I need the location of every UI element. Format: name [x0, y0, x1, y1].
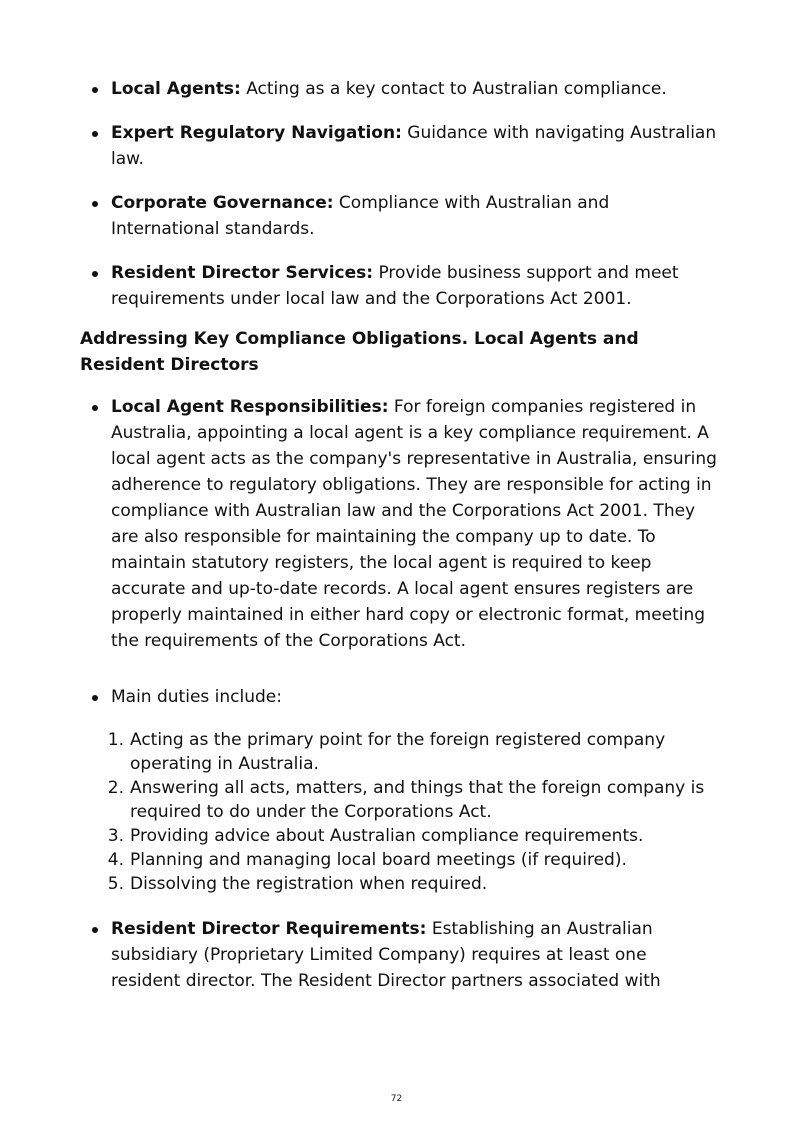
bullet-term: Resident Director Requirements:	[111, 919, 427, 939]
list-item-corporate-governance	[80, 190, 720, 242]
list-item-resident-director-services	[80, 260, 720, 312]
list-item-local-agents	[80, 76, 720, 102]
duty-number: 2.	[107, 778, 124, 798]
bullet-text: Acting as a key contact to Australian compliance.	[240, 79, 667, 99]
bullet-text: Guidance with navigating Australian law.	[111, 123, 717, 169]
duty-item	[107, 728, 720, 776]
duty-text: Answering all acts, matters, and things that the foreign company is required to do under the Corporations Act.	[130, 778, 705, 822]
duty-text: Planning and managing local board meetings (if required).	[130, 850, 627, 870]
duties-list	[80, 728, 720, 896]
duty-item	[107, 776, 720, 824]
list-item-regulatory-navigation	[80, 120, 720, 172]
duty-number: 3.	[107, 826, 124, 846]
duty-item	[107, 824, 720, 848]
bullet-text: Provide business support and meet requirements under local law and the Corporations Act 2001.	[111, 263, 679, 309]
bullet-term: Corporate Governance:	[111, 193, 334, 213]
duty-text: Providing advice about Australian compliance requirements.	[130, 826, 644, 846]
requirements-list	[80, 916, 720, 994]
duty-number: 1.	[107, 730, 124, 750]
list-item-main-duties	[80, 684, 720, 710]
bullet-term: Resident Director Services:	[111, 263, 374, 283]
duty-text: Acting as the primary point for the foreign registered company operating in Australia.	[130, 730, 666, 774]
duty-number: 5.	[107, 874, 124, 894]
duty-item	[107, 872, 720, 896]
duty-item	[107, 848, 720, 872]
bullet-text: Compliance with Australian and International standards.	[111, 193, 610, 239]
page-content	[80, 76, 720, 994]
list-item-local-agent-responsibilities	[80, 394, 720, 654]
duty-number: 4.	[107, 850, 124, 870]
services-list	[80, 76, 720, 312]
bullet-text: Establishing an Australian subsidiary (Proprietary Limited Company) requires at least one resident director. The Resident Director partners associated with	[111, 919, 661, 991]
page-number: 72	[390, 1094, 403, 1104]
bullet-text: Main duties include:	[111, 687, 282, 707]
bullet-term: Expert Regulatory Navigation:	[111, 123, 402, 143]
bullet-term: Local Agent Responsibilities:	[111, 397, 389, 417]
list-item-resident-director-requirements	[80, 916, 720, 994]
bullet-text: For foreign companies registered in Australia, appointing a local agent is a key compliance requirement. A local agent acts as the company's representative in Australia, ensuring adherence to regulatory obligations. They are responsible for acting in compliance with Australian law and the Corporations Act 2001. They are also responsible for maintaining the company up to date. To maintain statutory registers, the local agent is required to keep accurate and up-to-date records. A local agent ensures registers are properly maintained in either hard copy or electronic format, meeting the requirements of the Corporations Act.	[111, 397, 717, 651]
bullet-term: Local Agents:	[111, 79, 241, 99]
obligations-list	[80, 394, 720, 710]
duty-text: Dissolving the registration when required.	[130, 874, 488, 894]
section-heading: Addressing Key Compliance Obligations. Local Agents and Resident Directors	[80, 329, 639, 375]
